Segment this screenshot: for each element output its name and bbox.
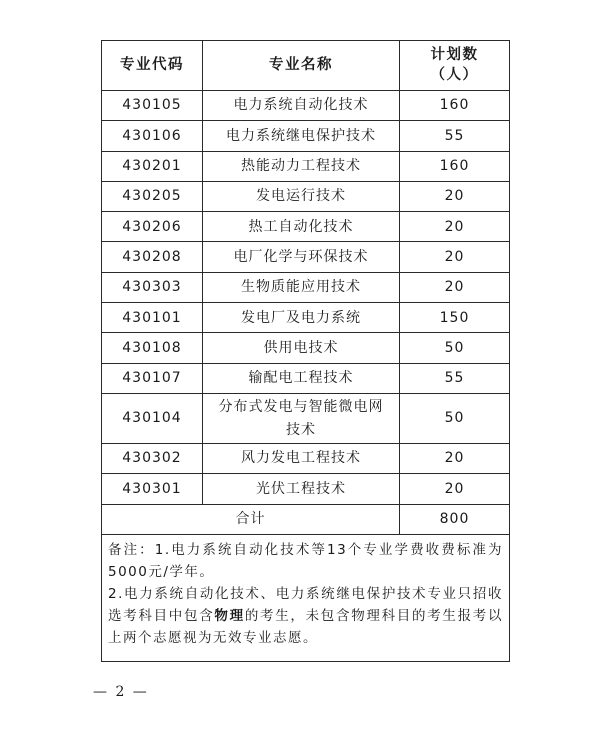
table-row (102, 363, 510, 393)
major-name-cell: 热能动力工程技术 (203, 151, 400, 181)
plan-count-cell: 50 (400, 393, 510, 443)
plan-count-cell: 20 (400, 272, 510, 302)
enrollment-plan-table (101, 40, 510, 662)
table-row (102, 242, 510, 272)
plan-count-cell: 150 (400, 303, 510, 333)
plan-count-cell: 20 (400, 443, 510, 473)
table-row (102, 121, 510, 151)
major-code-cell: 430105 (102, 91, 203, 121)
plan-count-cell: 20 (400, 181, 510, 211)
major-name-line2: 技术 (286, 422, 316, 439)
header-major-name: 专业名称 (203, 41, 400, 91)
table-row (102, 333, 510, 363)
table-row (102, 474, 510, 504)
table-header-row (102, 41, 510, 91)
plan-count-cell: 160 (400, 91, 510, 121)
major-name-cell: 发电运行技术 (203, 181, 400, 211)
major-code-cell: 430201 (102, 151, 203, 181)
major-code-cell: 430301 (102, 474, 203, 504)
plan-count-cell: 160 (400, 151, 510, 181)
table-row (102, 151, 510, 181)
major-code-cell: 430106 (102, 121, 203, 151)
major-name-cell: 热工自动化技术 (203, 212, 400, 242)
plan-count-cell: 20 (400, 212, 510, 242)
table-row (102, 393, 510, 443)
header-plan-count (400, 41, 510, 91)
table-row (102, 181, 510, 211)
plan-count-cell: 20 (400, 474, 510, 504)
note-2-text-end: 的考生，未包含物理科目的考生报考以上两个志愿视为无效专业志愿。 (108, 608, 504, 647)
table-row (102, 443, 510, 473)
plan-count-cell: 55 (400, 121, 510, 151)
major-name-cell: 生物质能应用技术 (203, 272, 400, 302)
page-number: — 2 — (93, 684, 149, 700)
major-name-cell: 输配电工程技术 (203, 363, 400, 393)
major-code-cell: 430302 (102, 443, 203, 473)
header-major-code: 专业代码 (102, 41, 203, 91)
note-2-text-start: 2.电力系统自动化技术、电力系统继电保护技术专业只招收选考科目中包含 (108, 586, 503, 625)
note-2-bold-word: 物理 (214, 608, 245, 625)
major-name-line1: 分布式发电与智能微电网 (218, 399, 384, 416)
major-code-cell: 430107 (102, 363, 203, 393)
major-name-cell: 光伏工程技术 (203, 474, 400, 504)
major-name-cell (203, 393, 400, 443)
note-2 (108, 583, 503, 649)
major-code-cell: 430101 (102, 303, 203, 333)
header-plan-count-unit: （人） (430, 66, 479, 83)
major-code-cell: 430208 (102, 242, 203, 272)
total-value-cell: 800 (400, 504, 510, 535)
major-name-cell: 电力系统继电保护技术 (203, 121, 400, 151)
major-name-cell: 电厂化学与环保技术 (203, 242, 400, 272)
table-total-row (102, 504, 510, 535)
major-name-cell: 电力系统自动化技术 (203, 91, 400, 121)
major-code-cell: 430108 (102, 333, 203, 363)
table-row (102, 212, 510, 242)
plan-count-cell: 55 (400, 363, 510, 393)
notes-cell (102, 535, 510, 662)
major-code-cell: 430206 (102, 212, 203, 242)
notes-row (102, 535, 510, 662)
major-name-cell: 发电厂及电力系统 (203, 303, 400, 333)
plan-count-cell: 50 (400, 333, 510, 363)
major-code-cell: 430205 (102, 181, 203, 211)
table-row (102, 91, 510, 121)
note-1: 备注：1.电力系统自动化技术等13个专业学费收费标准为5000元/学年。 (108, 542, 503, 581)
major-code-cell: 430303 (102, 272, 203, 302)
total-label-cell: 合计 (102, 504, 400, 535)
header-plan-count-label: 计划数 (430, 46, 479, 63)
plan-count-cell: 20 (400, 242, 510, 272)
major-code-cell: 430104 (102, 393, 203, 443)
table-row (102, 303, 510, 333)
major-name-cell: 风力发电工程技术 (203, 443, 400, 473)
major-name-cell: 供用电技术 (203, 333, 400, 363)
table-row (102, 272, 510, 302)
